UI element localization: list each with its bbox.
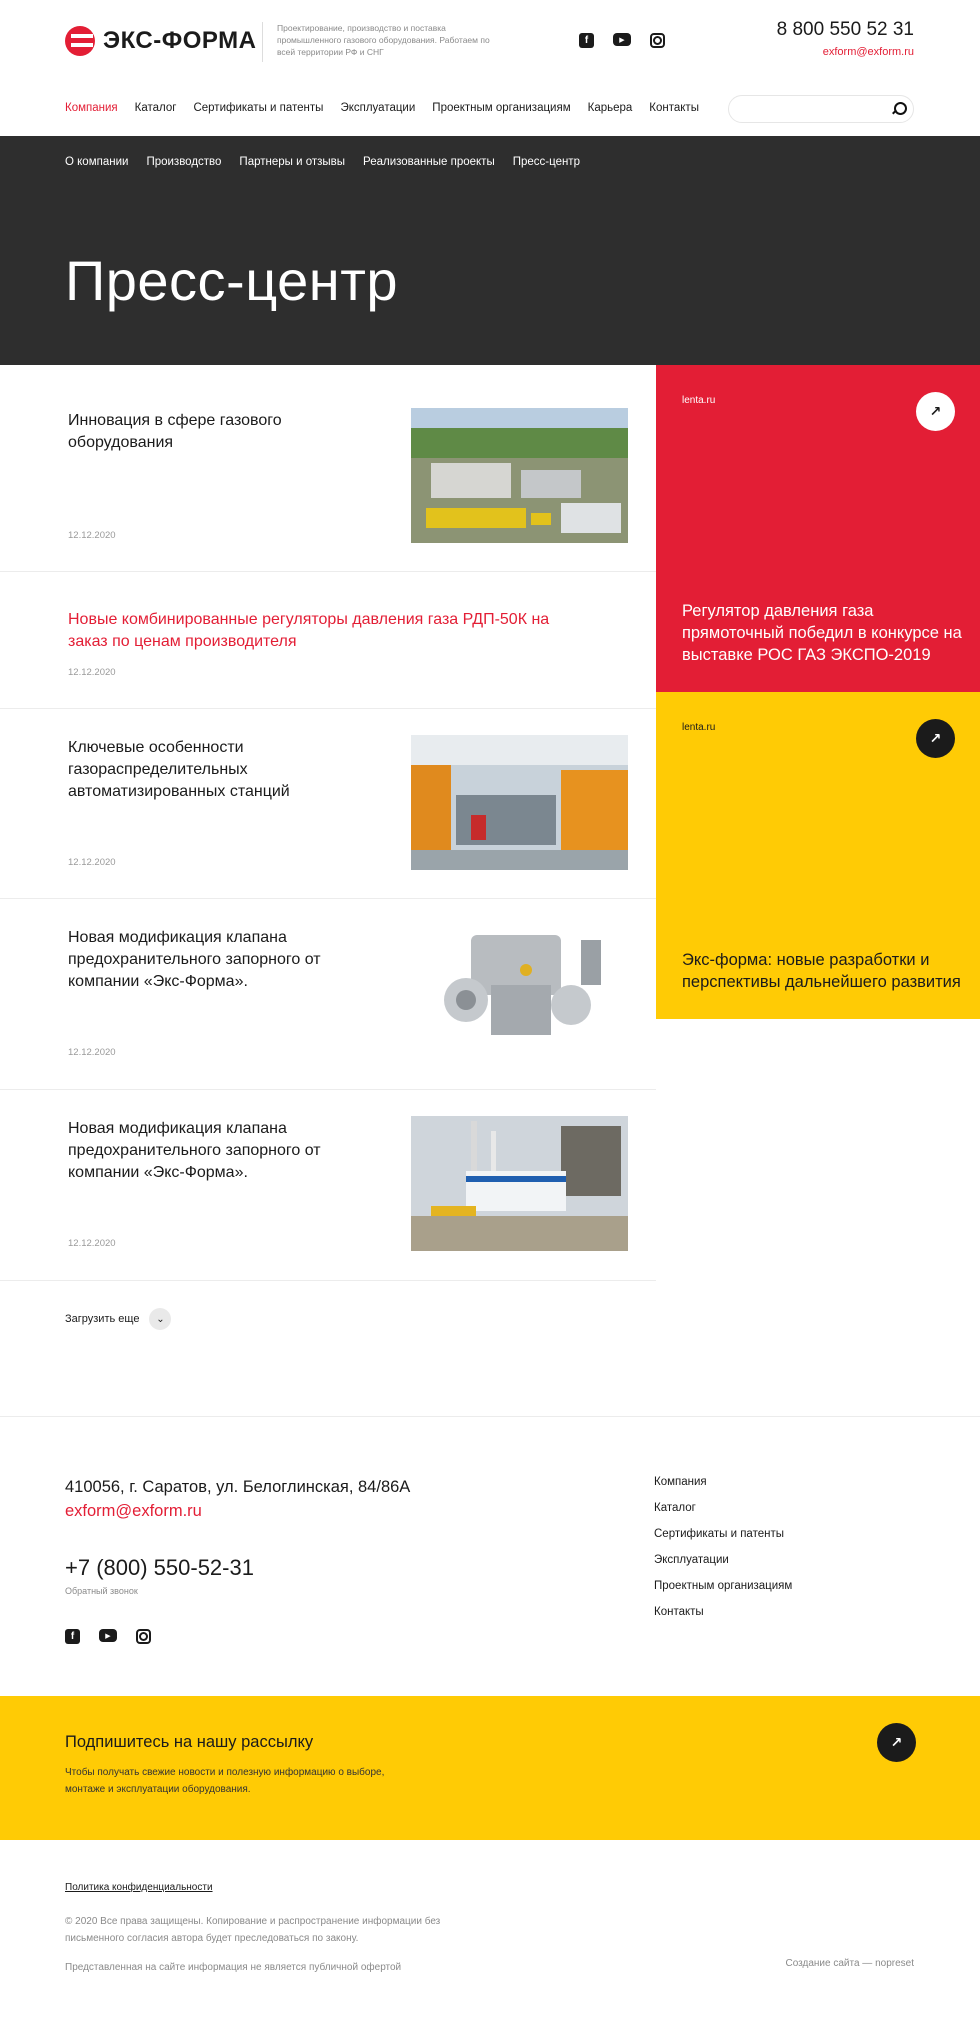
newsletter-block xyxy=(0,1696,980,1840)
nav-item-career[interactable]: Карьера xyxy=(587,102,633,114)
main-nav xyxy=(65,102,699,114)
header-phone[interactable]: 8 800 550 52 31 xyxy=(776,19,914,40)
promo-card-red[interactable] xyxy=(656,365,980,692)
logo-text: ЭКС-ФОРМА xyxy=(103,27,257,54)
footer-phone[interactable]: +7 (800) 550-52-31 xyxy=(65,1555,254,1580)
news-list xyxy=(0,365,656,1281)
nav-item-contacts[interactable]: Контакты xyxy=(649,102,699,114)
arrow-up-right-icon[interactable]: ↗ xyxy=(877,1723,916,1762)
footer-nav-catalog[interactable]: Каталог xyxy=(654,1502,696,1514)
subnav-item-partners[interactable]: Партнеры и отзывы xyxy=(239,156,346,168)
news-date: 12.12.2020 xyxy=(68,1238,116,1249)
news-image-workshop[interactable] xyxy=(411,735,628,870)
footer-nav xyxy=(654,1476,792,1618)
news-image-station[interactable] xyxy=(411,1116,628,1251)
search-input[interactable] xyxy=(728,95,914,123)
news-date: 12.12.2020 xyxy=(68,1047,116,1058)
arrow-up-right-icon[interactable]: ↗ xyxy=(916,719,955,758)
footer-nav-contacts[interactable]: Контакты xyxy=(654,1606,704,1618)
footer-nav-design-orgs[interactable]: Проектным организациям xyxy=(654,1580,793,1592)
news-date: 12.12.2020 xyxy=(68,857,116,868)
page-hero xyxy=(0,136,980,365)
subnav-item-about[interactable]: О компании xyxy=(65,156,129,168)
instagram-icon[interactable] xyxy=(136,1629,151,1644)
nav-item-certificates[interactable]: Сертификаты и патенты xyxy=(193,102,324,114)
news-item[interactable] xyxy=(0,572,656,709)
site-credit-link[interactable]: Создание сайта — nopreset xyxy=(785,1958,914,1969)
promo-source[interactable]: lenta.ru xyxy=(682,722,716,733)
promo-card-yellow[interactable] xyxy=(656,692,980,1019)
nav-item-catalog[interactable]: Каталог xyxy=(134,102,177,114)
news-date: 12.12.2020 xyxy=(68,667,116,678)
facebook-icon[interactable]: f xyxy=(579,33,594,48)
footer-email[interactable]: exform@exform.ru xyxy=(65,1502,202,1520)
chevron-down-icon: ⌄ xyxy=(149,1308,171,1330)
news-title[interactable]: Новые комбинированные регуляторы давления газа РДП-50К на заказ по ценам производителя xyxy=(68,611,550,650)
copyright-text: © 2020 Все права защищены. Копирование и распространение информации без письменного согласия автора будет преследоваться по закону. xyxy=(65,1916,441,1944)
news-title[interactable]: Ключевые особенности газораспределительных автоматизированных станций xyxy=(68,739,290,800)
nav-item-design-orgs[interactable]: Проектным организациям xyxy=(432,102,571,114)
footer-divider xyxy=(0,1416,980,1417)
news-title[interactable]: Новая модификация клапана предохранительного запорного от компании «Экс-Форма». xyxy=(68,929,321,990)
news-item[interactable] xyxy=(0,1090,656,1281)
logo[interactable] xyxy=(65,26,256,56)
load-more-label: Загрузить еще xyxy=(65,1313,140,1325)
promo-source[interactable]: lenta.ru xyxy=(682,395,716,406)
instagram-icon[interactable] xyxy=(650,33,665,48)
footer-nav-company[interactable]: Компания xyxy=(654,1476,707,1488)
header-tagline: Проектирование, производство и поставка промышленного газового оборудования. Работаем по всей территории РФ и СНГ xyxy=(262,22,492,62)
youtube-icon[interactable]: ▶ xyxy=(613,33,631,46)
newsletter-text: Чтобы получать свежие новости и полезную информацию о выборе, монтаже и эксплуатации оборудования. xyxy=(65,1767,385,1795)
news-item[interactable] xyxy=(0,365,656,572)
promo-title[interactable]: Регулятор давления газа прямоточный победил в конкурсе на выставке РОС ГАЗ ЭКСПО-2019 xyxy=(682,602,962,664)
privacy-link[interactable]: Политика конфиденциальности xyxy=(65,1882,213,1893)
youtube-icon[interactable]: ▶ xyxy=(99,1629,117,1642)
footer-address: 410056, г. Саратов, ул. Белоглинская, 84/86А xyxy=(65,1478,411,1496)
facebook-icon[interactable]: f xyxy=(65,1629,80,1644)
search-icon[interactable] xyxy=(892,102,905,115)
news-item[interactable] xyxy=(0,899,656,1090)
news-item[interactable] xyxy=(0,709,656,899)
sub-nav xyxy=(65,156,580,168)
callback-link[interactable]: Обратный звонок xyxy=(65,1586,138,1596)
promo-title[interactable]: Экс-форма: новые разработки и перспективы дальнейшего развития xyxy=(682,951,961,991)
header-social xyxy=(579,33,665,48)
newsletter-title: Подпишитесь на нашу рассылку xyxy=(65,1733,314,1751)
subnav-item-projects[interactable]: Реализованные проекты xyxy=(363,156,495,168)
logo-icon xyxy=(65,26,95,56)
nav-item-operation[interactable]: Эксплуатации xyxy=(340,102,416,114)
offer-disclaimer: Представленная на сайте информация не является публичной офертой xyxy=(65,1962,402,1973)
news-title[interactable]: Инновация в сфере газового оборудования xyxy=(68,412,282,451)
header-email[interactable]: exform@exform.ru xyxy=(822,46,914,58)
subnav-item-production[interactable]: Производство xyxy=(146,156,222,168)
news-date: 12.12.2020 xyxy=(68,530,116,541)
page-title: Пресс-центр xyxy=(65,249,398,312)
news-title[interactable]: Новая модификация клапана предохранительного запорного от компании «Экс-Форма». xyxy=(68,1120,321,1181)
arrow-up-right-icon[interactable]: ↗ xyxy=(916,392,955,431)
footer-social xyxy=(65,1629,151,1644)
footer-nav-certificates[interactable]: Сертификаты и патенты xyxy=(654,1528,784,1540)
subnav-item-press[interactable]: Пресс-центр xyxy=(512,156,580,168)
nav-item-company[interactable]: Компания xyxy=(65,102,118,114)
load-more-button[interactable] xyxy=(65,1308,171,1330)
news-image-valve[interactable] xyxy=(411,925,628,1060)
footer-nav-operation[interactable]: Эксплуатации xyxy=(654,1554,729,1566)
news-image-factory[interactable] xyxy=(411,408,628,543)
